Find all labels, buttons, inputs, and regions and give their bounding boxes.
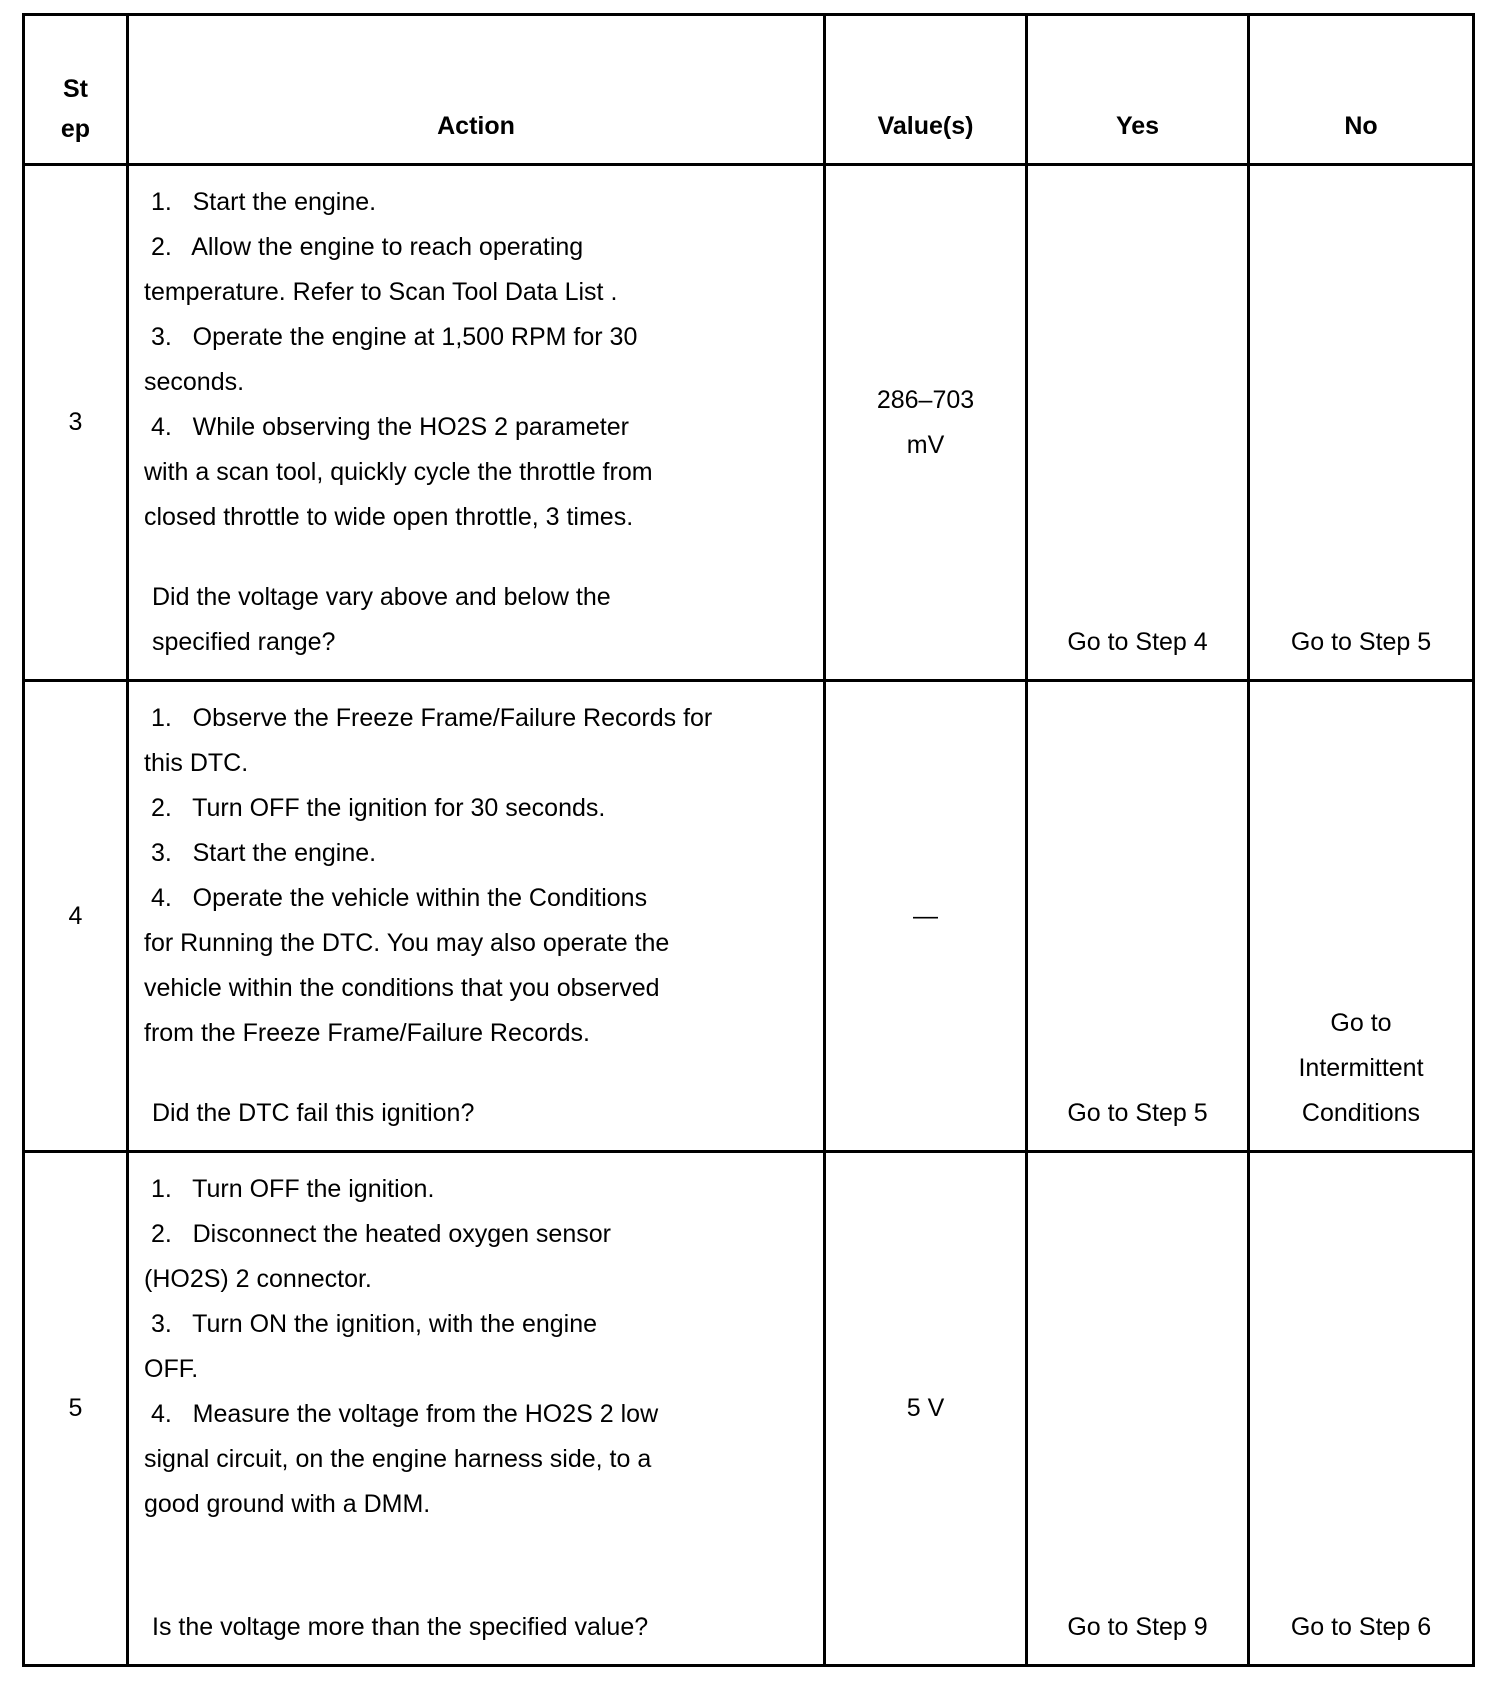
action-question: Did the voltage vary above and below the specified range? [152,583,611,656]
action-line: (HO2S) 2 connector. [144,1265,372,1293]
action-steps [144,180,811,540]
header-yes: Yes [1027,15,1249,165]
action-line: 4. Operate the vehicle within the Conditions [144,884,648,912]
yes-cell: Go to Step 5 [1027,681,1249,1152]
action-line: 1. Turn OFF the ignition. [144,1175,435,1203]
action-question: Is the voltage more than the specified value? [152,1613,649,1641]
no-cell: Go to Intermittent Conditions [1249,681,1474,1152]
action-line: with a scan tool, quickly cycle the throttle from [144,458,653,486]
action-line: 3. Turn ON the ignition, with the engine [144,1310,598,1338]
action-line: 1. Observe the Freeze Frame/Failure Records for [144,704,713,732]
header-values: Value(s) [825,15,1027,165]
value-cell: 286–703 mV [825,165,1027,681]
header-row [24,15,1474,165]
action-line: closed throttle to wide open throttle, 3 times. [144,503,634,531]
diagnostic-table [22,13,1475,1667]
action-line: 3. Operate the engine at 1,500 RPM for 30 [144,323,638,351]
value-cell: 5 V [825,1152,1027,1666]
yes-cell: Go to Step 9 [1027,1152,1249,1666]
action-line: this DTC. [144,749,249,777]
header-action: Action [128,15,825,165]
action-line: 3. Start the engine. [144,839,377,867]
action-line: 2. Allow the engine to reach operating [144,233,584,261]
action-line: seconds. [144,368,245,396]
value-cell: — [825,681,1027,1152]
action-cell [128,1152,825,1666]
action-question: Did the DTC fail this ignition? [152,1099,475,1127]
action-line: 1. Start the engine. [144,188,377,216]
action-line: temperature. Refer to Scan Tool Data List . [144,278,618,306]
action-cell [128,165,825,681]
action-line: OFF. [144,1355,199,1383]
action-cell [128,681,825,1152]
yes-cell: Go to Step 4 [1027,165,1249,681]
action-line: vehicle within the conditions that you observed [144,974,660,1002]
step-number: 3 [24,165,128,681]
action-line: signal circuit, on the engine harness side, to a [144,1445,652,1473]
action-line: 2. Disconnect the heated oxygen sensor [144,1220,611,1248]
table-row [24,1152,1474,1666]
no-cell: Go to Step 6 [1249,1152,1474,1666]
header-step: St ep [24,15,128,165]
action-line: for Running the DTC. You may also operate the [144,929,670,957]
action-line: 4. Measure the voltage from the HO2S 2 low [144,1400,659,1428]
step-number: 5 [24,1152,128,1666]
action-line: 2. Turn OFF the ignition for 30 seconds. [144,794,606,822]
no-cell: Go to Step 5 [1249,165,1474,681]
action-steps [144,696,811,1056]
action-line: 4. While observing the HO2S 2 parameter [144,413,629,441]
step-number: 4 [24,681,128,1152]
table-row [24,681,1474,1152]
action-steps [144,1167,811,1527]
table-header [24,15,1474,165]
action-line: from the Freeze Frame/Failure Records. [144,1019,590,1047]
action-line: good ground with a DMM. [144,1490,431,1518]
header-no: No [1249,15,1474,165]
table-body [24,165,1474,1666]
table-row [24,165,1474,681]
